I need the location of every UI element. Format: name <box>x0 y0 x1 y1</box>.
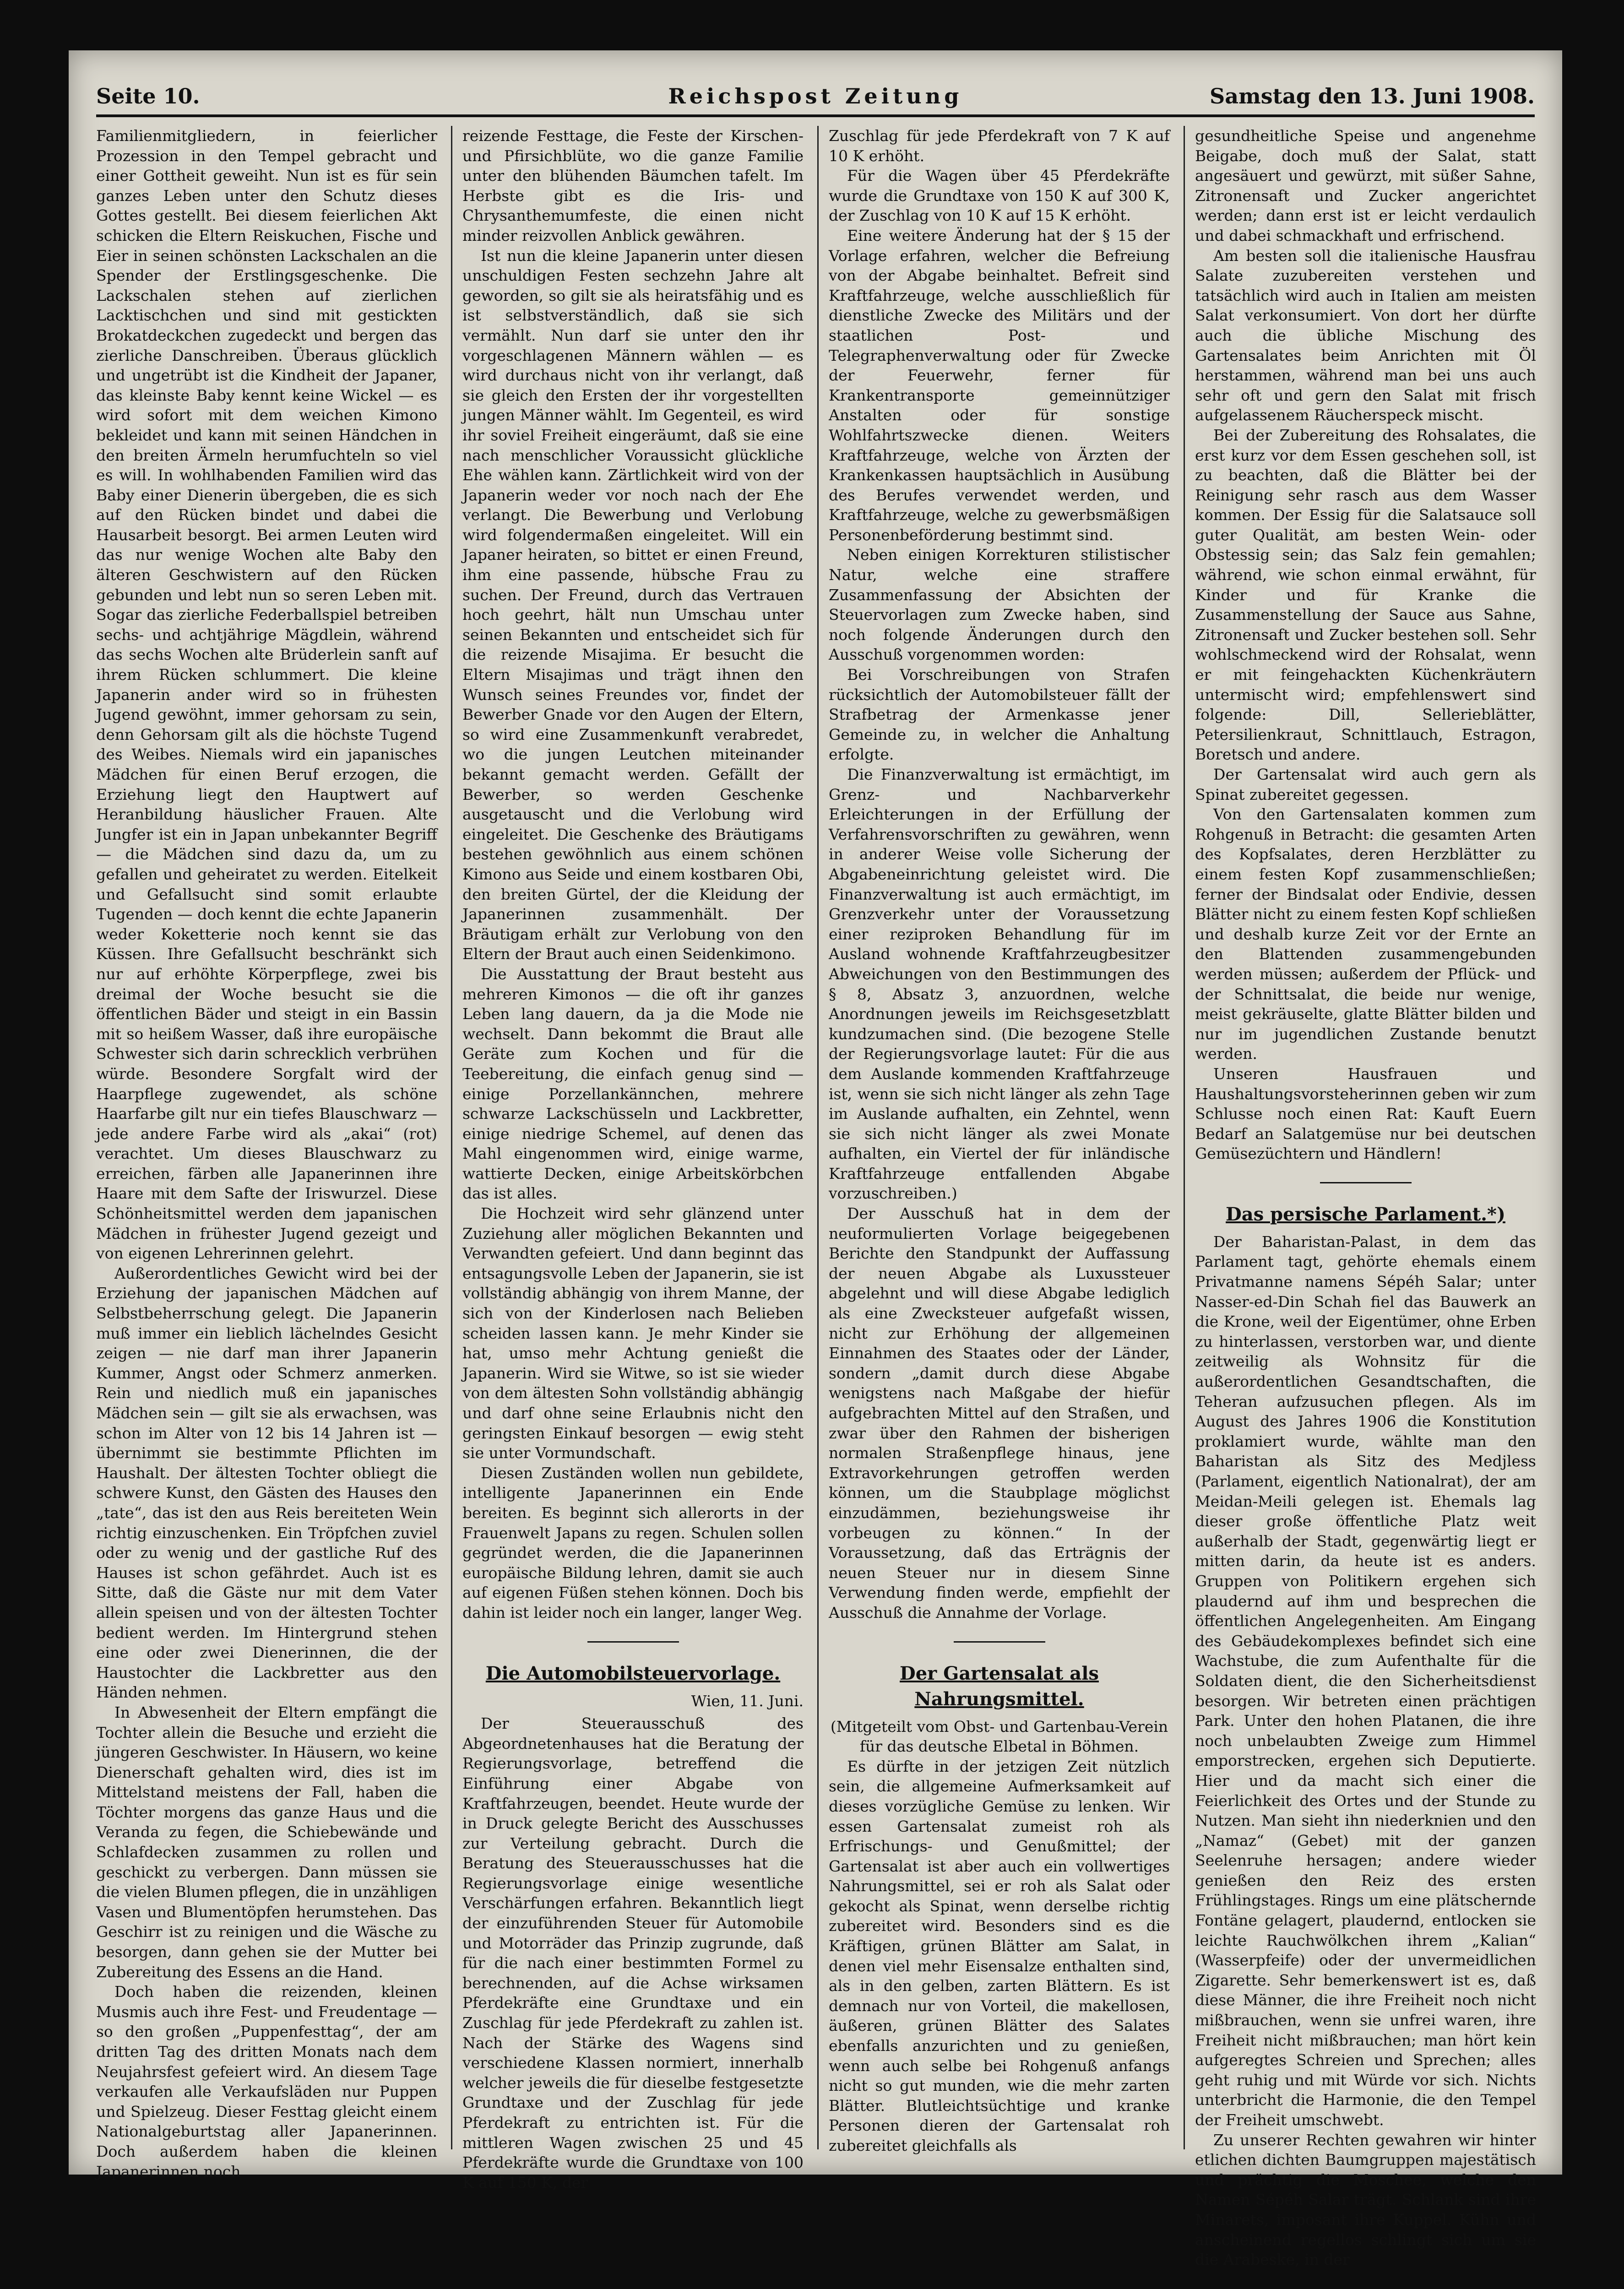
newspaper-title: Reichspost Zeitung <box>668 84 963 108</box>
paragraph: In Abwesenheit der Eltern empfängt die Tochter allein die Besuche und erzieht die jüngeren Geschwister. In Häusern, wo keine Dienerschaft gehalten wird, dies ist im Mittelstand meistens der Fall, haben die Töchter morgens das ganze Haus und die Veranda zu fegen, die Schiebewände und Schlafdecken zusammen zu rollen und geschickt zu verbergen. Dann müssen sie die vielen Blumen pflegen, die in unzähligen Vasen und Blumentöpfen herumstehen. Das Geschirr ist zu reinigen und die Wäsche zu besorgen, dann gehen sie der Mutter bei Zubereitung des Essens an die Hand. <box>96 1703 437 1981</box>
paragraph: Ist nun die kleine Japanerin unter diesen unschuldigen Festen sechzehn Jahre alt geworden, so gilt sie als heiratsfähig und es ist selbstverständlich, daß sie sich vermählt. Nun darf sie unter den ihr vorgeschlagenen Männern wählen — es wird durchaus nicht von ihr verlangt, daß sie gleich den Ersten der ihr vorgestellten jungen Männer wählt. Im Gegenteil, es wird ihr soviel Freiheit eingeräumt, daß sie eine nach menschlicher Voraussicht glückliche Ehe wählen kann. Zärtlichkeit wird von der Japanerin weder vor noch nach der Ehe verlangt. Die Bewerbung und Verlobung wird folgendermaßen eingeleitet. Will ein Japaner heiraten, so bittet er einen Freund, ihm eine passende, hübsche Frau zu suchen. Der Freund, durch das Vertrauen hoch geehrt, hält nun Umschau unter seinen Bekannten und entscheidet sich für die reizende Misajima. Er besucht die Eltern Misajimas und trägt ihnen den Wunsch seines Freundes vor, findet der Bewerber Gnade vor den Augen der Eltern, so wird eine Zusammenkunft verabredet, wo die jungen Leutchen miteinander bekannt gemacht werden. Gefällt der Bewerber, so werden Geschenke ausgetauscht und die Verlobung wird eingeleitet. Die Geschenke des Bräutigams bestehen gewöhnlich aus einem schönen Kimono aus Seide und einem kostbaren Obi, den breiten Gürtel, der die Kleidung der Japanerinnen zusammenhält. Der Bräutigam erhält zur Verlobung von den Eltern der Braut auch einen Seidenkimono. <box>462 246 804 963</box>
paragraph: Die Finanzverwaltung ist ermächtigt, im Grenz- und Nachbarverkehr Erleichterungen in der Erfüllung der Verfahrensvorschriften zu gewähren, wenn in anderer Weise volle Sicherung der Abgabeneinrichtung geleistet wird. Die Finanzverwaltung ist auch ermächtigt, im Grenzverkehr unter der Voraussetzung einer reziproken Behandlung für im Ausland wohnende Kraftfahrzeugbesitzer Abweichungen von den Bestimmungen des § 8, Absatz 3, anzuordnen, welche Anordnungen jeweils im Reichsgesetzblatt kundzumachen sind. (Die bezogene Stelle der Regierungsvorlage lautet: Für die aus dem Auslande kommenden Kraftfahrzeuge ist, wenn sie sich nicht länger als zehn Tage im Auslande aufhalten, ein Zehntel, wenn sie sich nicht länger als zwei Monate aufhalten, ein Viertel der für inländische Kraftfahrzeuge entfallenden Abgabe vorzuschreiben.) <box>829 765 1170 1203</box>
column-divider <box>1184 126 1185 2149</box>
paragraph: reizende Festtage, die Feste der Kirschen- und Pfirsichblüte, wo die ganze Familie unter den blühenden Bäumchen tafelt. Im Herbste gibt es die Iris- und Chrysanthemumfeste, die einen nicht minder reizvollen Anblick gewähren. <box>462 127 804 244</box>
section-rule <box>954 1641 1045 1643</box>
paragraph: Diesen Zuständen wollen nun gebildete, intelligente Japanerinnen ein Ende bereiten. Es beginnt sich allerorts in der Frauenwelt Japans zu regen. Schulen sollen gegründet werden, die die Japanerinnen europäische Bildung lehren, damit sie auch auf eigenen Füßen stehen können. Doch bis dahin ist leider noch ein langer, langer Weg. <box>462 1464 804 1622</box>
paragraph: Von den Gartensalaten kommen zum Rohgenuß in Betracht: die gesamten Arten des Kopfsalates, deren Herzblätter zu einem festen Kopf zusammenschließen; ferner der Bindsalat oder Endivie, dessen Blätter nicht zu einem festen Kopf schließen und deshalb kurze Zeit vor der Ernte an den Blattenden zusammengebunden werden müssen; außerdem der Pflück- und der Schnittsalat, die beide nur wenige, meist gekräuselte, glatte Blätter bilden und nur im jugendlichen Zustande benutzt werden. <box>1195 805 1536 1063</box>
paragraph: Neben einigen Korrekturen stilistischer Natur, welche eine straffere Zusammenfassung der Absichten der Steuervorlagen zum Zwecke haben, sind noch folgende Änderungen durch den Ausschuß vorgenommen worden: <box>829 546 1170 664</box>
paragraph: Der Ausschuß hat in dem der neuformulierten Vorlage beigegebenen Berichte den Standpunkt der Auffassung der neuen Abgabe als Luxussteuer abgelehnt und will diese Abgabe lediglich als eine Zwecksteuer aufgefaßt wissen, nicht zur Erhöhung der allgemeinen Einnahmen des Staates oder der Länder, sondern „damit durch diese Abgabe wenigstens nach Maßgabe der hiefür aufgebrachten Mittel auf den Straßen, und zwar über den Rahmen der bisherigen normalen Straßenpflege hinaus, jene Extravorkehrungen getroffen werden können, um die Staubplage möglichst einzudämmen, beziehungsweise ihr vorbeugen zu können.“ In der Voraussetzung, daß das Erträgnis der neuen Steuer nur in diesem Sinne Verwendung finden werde, empfiehlt der Ausschuß die Annahme der Vorlage. <box>829 1204 1170 1622</box>
issue-date: Samstag den 13. Juni 1908. <box>1210 84 1535 108</box>
section-rule <box>587 1641 679 1643</box>
dateline: Wien, 11. Juni. <box>691 1692 804 1710</box>
paragraph: Bei Vorschreibungen von Strafen rücksichtlich der Automobilsteuer fällt der Strafbetrag der Armenkasse jener Gemeinde zu, in welcher die Anhaltung erfolgte. <box>829 666 1170 764</box>
paragraph: Familienmitgliedern, in feierlicher Prozession in den Tempel gebracht und einer Gottheit geweiht. Nun ist es für sein ganzes Leben unter den Schutz dieses Gottes gestellt. Bei diesem feierlichen Akt schicken die Eltern Reiskuchen, Fische und Eier in seinen schönsten Lackschalen an die Spender der Erstlingsgeschenke. Die Lackschalen stehen auf zierlichen Lacktischchen und sind mit gestickten Brokatdeckchen zugedeckt und bergen das zierliche Danschreiben. Überaus glücklich und ungetrübt ist die Kindheit der Japaner, das kleinste Baby kennt keine Wickel — es wird sofort mit dem weichen Kimono bekleidet und kann mit seinen Händchen in den breiten Ärmeln herumfuchteln so viel es will. In wohlhabenden Familien wird das Baby einer Dienerin übergeben, die es sich auf den Rücken bindet und dabei die Hausarbeit besorgt. Bei armen Leuten wird das nur wenige Wochen alte Baby den älteren Geschwistern auf den Rücken gebunden und lebt nun so seren Leben mit. Sogar das zierliche Federballspiel betreiben sechs- und achtjährige Mägdlein, während das sechs Wochen alte Brüderlein sanft auf ihrem Rücken schlummert. Die kleine Japanerin ander wird so in frühesten Jugend gewöhnt, immer gehorsam zu sein, denn Gehorsam gilt als die höchste Tugend des Weibes. Niemals wird ein japanisches Mädchen für einen Beruf erzogen, die Erziehung liegt den Hauptwert auf Heranbildung häuslicher Frauen. Alte Jungfer ist ein in Japan unbekannter Begriff — die Mädchen sind dazu da, um zu gefallen und geheiratet zu werden. Eitelkeit und Gefallsucht sind somit erlaubte Tugenden — doch kennt die echte Japanerin weder Koketterie noch kennt sie das Küssen. Ihre Gefallsucht beschränkt sich nur auf erhöhte Körperpflege, zwei bis dreimal der Woche besucht sie die öffentlichen Bäder und steigt in ein Bassin mit so heißem Wasser, daß ihre europäische Schwester sich darin schrecklich verbrühen würde. Besondere Sorgfalt wird der Haarpflege zugewendet, als schöne Haarfarbe gilt nur ein tiefes Blauschwarz — jede andere Farbe wird als „akai“ (rot) verachtet. Um dieses Blauschwarz zu erreichen, färben alle Japanerinnen ihre Haare mit dem Safte der Iriswurzel. Diese Schönheitsmittel werden dem japanischen Mädchen in frühester Jugend gezeigt und von eigenen Lehrerinnen gelehrt. <box>96 127 437 1263</box>
paragraph: Unseren Hausfrauen und Haushaltungsvorsteherinnen geben wir zum Schlusse noch einen Rat: Kauft Euern Bedarf an Salatgemüse nur bei deutschen Gemüsezüchtern und Händlern! <box>1195 1064 1536 1163</box>
article-title-automobilsteuer: Die Automobilsteuervorlage. <box>485 1662 781 1684</box>
paragraph: Doch haben die reizenden, kleinen Musmis auch ihre Fest- und Freudentage — so den großen „Puppenfesttag“, der am dritten Tag des dritten Monats nach dem Neujahrsfest gefeiert wird. An diesem Tage verkaufen alle Verkaufsläden nur Puppen und Spielzeug. Dieser Festtag gleicht einem Nationalgeburtstag aller Japanerinnen. Doch außerdem haben die kleinen Japanerinnen noch <box>96 1983 437 2181</box>
column-divider <box>817 126 819 2149</box>
paragraph: Es dürfte in der jetzigen Zeit nützlich sein, die allgemeine Aufmerksamkeit auf dieses vorzügliche Gemüse zu lenken. Wir essen Gartensalat zumeist roh als Erfrischungs- und Genußmittel; der Gartensalat ist aber auch ein vollwertiges Nahrungsmittel, sei er roh als Salat oder gekocht als Spinat, wenn derselbe richtig zubereitet wird. Besonders sind es die Kräftigen, grünen Blätter am Salat, in denen viel mehr Eisensalze enthalten sind, als in den gelben, zarten Blättern. Es ist demnach nur von Vorteil, die makellosen, äußeren, grünen Blätter des Salates ebenfalls anzurichten und zu genießen, wenn auch selbe bei Rohgenuß anfangs nicht so gut munden, wie die mehr zarten Blätter. Blutleichtsüchtige und kranke Personen dieren der Gartensalat roh zubereitet gleichfalls als <box>829 1757 1170 2154</box>
paragraph: Die Ausstattung der Braut besteht aus mehreren Kimonos — die oft ihr ganzes Leben lang dauern, da ja die Mode nie wechselt. Dann bekommt die Braut alle Geräte zum Kochen und für die Teebereitung, die einfach genug sind — einige Porzellankännchen, mehrere schwarze Lackschüsseln und Lackbretter, einige niedrige Schemel, auf denen das Mahl eingenommen wird, einige warme, wattierte Decken, einige Arbeitskörbchen das ist alles. <box>462 965 804 1203</box>
column-1 <box>96 126 437 2181</box>
paragraph: Der Gartensalat wird auch gern als Spinat zubereitet gegessen. <box>1195 765 1536 803</box>
paragraph: Die Hochzeit wird sehr glänzend unter Zuziehung aller möglichen Bekannten und Verwandten gefeiert. Und dann beginnt das entsagungsvolle Leben der Japanerin, sie ist vollständig abhängig von ihrem Manne, der sich von der Kinderlosen nach Belieben scheiden lassen kann. Je mehr Kinder sie hat, umso mehr Achtung genießt die Japanerin. Wird sie Witwe, so ist sie wieder von dem ältesten Sohn vollständig abhängig und darf ohne seine Erlaubnis nicht den geringsten Einkauf besorgen — ewig steht sie unter Vormundschaft. <box>462 1204 804 1462</box>
header-rule <box>96 114 1535 117</box>
newspaper-page <box>69 50 1562 2269</box>
paragraph: Eine weitere Änderung hat der § 15 der Vorlage erfahren, welcher die Befreiung von der Abgabe beinhaltet. Befreit sind Kraftfahrzeuge, welche ausschließlich für dienstliche Zwecke des Militärs und der staatlichen Post- und Telegraphenverwaltung oder für Zwecke der Feuerwehr, ferner für Krankentransporte gemeinnütziger Anstalten oder für sonstige Wohlfahrtszwecke dienen. Weiters Kraftfahrzeuge, welche von Ärzten der Krankenkassen hauptsächlich in Ausübung des Berufes verwendet werden, und Kraftfahrzeuge, welche zu gewerbsmäßigen Personenbeförderung bestimmt sind. <box>829 226 1170 544</box>
article-title-gartensalat: Der Gartensalat als Nahrungsmittel. <box>900 1662 1099 1710</box>
paragraph: Am besten soll die italienische Hausfrau Salate zuzubereiten verstehen und tatsächlich wird auch in Italien am meisten Salat verkonsumiert. Von dort her dürfte auch die übliche Mischung des Gartensalates beim Anrichten mit Öl herstammen, während man bei uns auch sehr oft und gern den Salat mit frisch aufgelassenem Räucherspeck mischt. <box>1195 246 1536 424</box>
article-source: (Mitgeteilt vom Obst- und Gartenbau-Verein für das deutsche Elbetal in Böhmen. <box>830 1717 1168 1756</box>
paragraph: Für die Wagen über 45 Pferdekräfte wurde die Grundtaxe von 150 K auf 300 K, der Zuschlag von 10 K auf 15 K erhöht. <box>829 167 1170 225</box>
paragraph: Zu unserer Rechten gewahren wir hinter etlichen dichten Baumgruppen majestätisch und prächtig die Moschee, welche den Namen Sépéh Salar trägt. Schlank sind ihre Minarets, imposant ihre Kuppel. Kühn und anscheinend regellos schlingt sich um sie die Arabeske, in der <box>1195 2131 1536 2269</box>
paragraph: Bei der Zubereitung des Rohsalates, die erst kurz vor dem Essen geschehen soll, ist zu beachten, daß die Blätter bei der Reinigung sehr rasch aus dem Wasser kommen. Der Essig für die Salatsauce soll guter Qualität, am besten Wein- oder Obstessig sein; das Salz fein gemahlen; während, wie schon einmal erwähnt, für Kinder und für Kranke die Zusammenstellung der Sauce aus Sahne, Zitronensaft und Zucker bestehen soll. Sehr wohlschmeckend wird der Rohsalat, wenn er mit feingehackten Küchenkräutern untermischt wird; empfehlenswert sind folgende: Dill, Sellerieblätter, Petersilienkraut, Schnittlauch, Estragon, Boretsch und andere. <box>1195 426 1536 764</box>
paragraph: Außerordentliches Gewicht wird bei der Erziehung der japanischen Mädchen auf Selbstbeherrschung gelegt. Die Japanerin muß immer ein lieblich lächelndes Gesicht zeigen — nie darf man ihrer Japanerin Kummer, Angst oder Schmerz anmerken. Rein und niedlich muß ein japanisches Mädchen sein — gilt sie als erwachsen, was schon im Alter von 12 bis 14 Jahren ist — übernimmt sie bestimmte Pflichten im Haushalt. Der ältesten Tochter obliegt die schwere Kunst, den Gästen des Hauses den „tate“, das ist den aus Reis bereiteten Wein richtig einzuschenken. Ein Tröpfchen zuviel oder zu wenig und der gastliche Ruf des Hauses ist schon gefährdet. Auch ist es Sitte, daß die Gäste nur mit dem Vater allein speisen und von der ältesten Tochter bedient werden. Im Hintergrund stehen eine oder zwei Dienerinnen, die der Haustochter die Lackbretter aus den Händen nehmen. <box>96 1264 437 1702</box>
page-number: Seite 10. <box>96 84 200 108</box>
column-4 <box>1195 126 1536 2269</box>
column-3 <box>829 126 1170 2154</box>
paragraph: Der Steuerausschuß des Abgeordnetenhauses hat die Beratung der Regierungsvorlage, betreffend die Einführung einer Abgabe von Kraftfahrzeugen, beendet. Heute wurde der in Druck gelegte Bericht des Ausschusses zur Verteilung gebracht. Durch die Beratung des Steuerausschusses hat die Regierungsvorlage einige wesentliche Verschärfungen erfahren. Bekanntlich liegt der einzuführenden Steuer für Automobile und Motorräder das Prinzip zugrunde, daß für die nach einer bestimmten Formel zu berechnenden, auf die Achse wirksamen Pferdekräfte eine Grundtaxe und ein Zuschlag für jede Pferdekraft zu zahlen ist. Nach der Stärke des Wagens sind verschiedene Klassen normiert, innerhalb welcher jeweils die für dieselbe festgesetzte Grundtaxe und der Zuschlag für jede Pferdekraft zu entrichten ist. Für die mittleren Wagen zwischen 25 und 45 Pferdekräfte wurde die Grundtaxe von 100 K auf 150 K, der <box>462 1714 804 2191</box>
column-2 <box>462 126 804 2191</box>
paragraph: Zuschlag für jede Pferdekraft von 7 K auf 10 K erhöht. <box>829 127 1170 165</box>
section-rule <box>1320 1182 1412 1183</box>
page-header <box>96 82 1535 110</box>
paragraph: gesundheitliche Speise und angenehme Beigabe, doch muß der Salat, statt angesäuert und gewürzt, mit süßer Sahne, Zitronensaft und Zucker angerichtet werden; dann erst ist er leicht verdaulich und dabei schmackhaft und erfrischend. <box>1195 127 1536 244</box>
paragraph: Der Baharistan-Palast, in dem das Parlament tagt, gehörte ehemals einem Privatmanne namens Sépéh Salar; unter Nasser-ed-Din Schah fiel das Bauwerk an die Krone, weil der Eigentümer, ohne Erben zu hinterlassen, verstorben war, und diente zeitweilig als Wohnsitz für die außerordentlichen Gesandtschaften, die Teheran aufzusuchen pflegen. Als im August des Jahres 1906 die Konstitution proklamiert wurde, wählte man den Baharistan als Sitz des Medjless (Parlament, eigentlich Nationalrat), der am Meidan-Meili gelegen ist. Ehemals lag dieser große öffentliche Platz weit außerhalb der Stadt, gegenwärtig liegt er mitten darin, da heute ist es anders. Gruppen von Politikern ergehen sich plaudernd auf ihm und besprechen die öffentlichen Angelegenheiten. Am Eingang des Gebäudekomplexes befindet sich eine Wachstube, die zum Aufenthalte für die Soldaten dient, die den Sicherheitsdienst besorgen. Wir betreten einen prächtigen Park. Unter den hohen Platanen, die ihre noch unbelaubten Zweige zum Himmel emporstrecken, ergehen sich Deputierte. Hier und da macht sich einer die Feierlichkeit des Ortes und der Stunde zu Nutzen. Man sieht ihn niederknien und den „Namaz“ (Gebet) mit der ganzen Seelenruhe hersagen; andere wieder genießen den Reiz des ersten Frühlingstages. Rings um eine plätschernde Fontäne gelagert, plaudernd, entlocken sie leichte Rauchwölkchen ihrem „Kalian“ (Wasserpfeife) oder der unvermeidlichen Zigarette. Sehr bemerkenswert ist es, daß diese Männer, die ihre Freiheit noch nicht mißbrauchen, wenn sie unfrei waren, ihre Freiheit nicht mißbrauchen; man hört kein aufgeregtes Schreien und Sprechen; alles geht ruhig und mit Würde vor sich. Nichts unterbricht die Harmonie, die den Tempel der Freiheit umschwebt. <box>1195 1232 1536 2129</box>
article-title-persisches-parlament: Das persische Parlament.*) <box>1226 1203 1505 1225</box>
column-divider <box>451 126 452 2149</box>
